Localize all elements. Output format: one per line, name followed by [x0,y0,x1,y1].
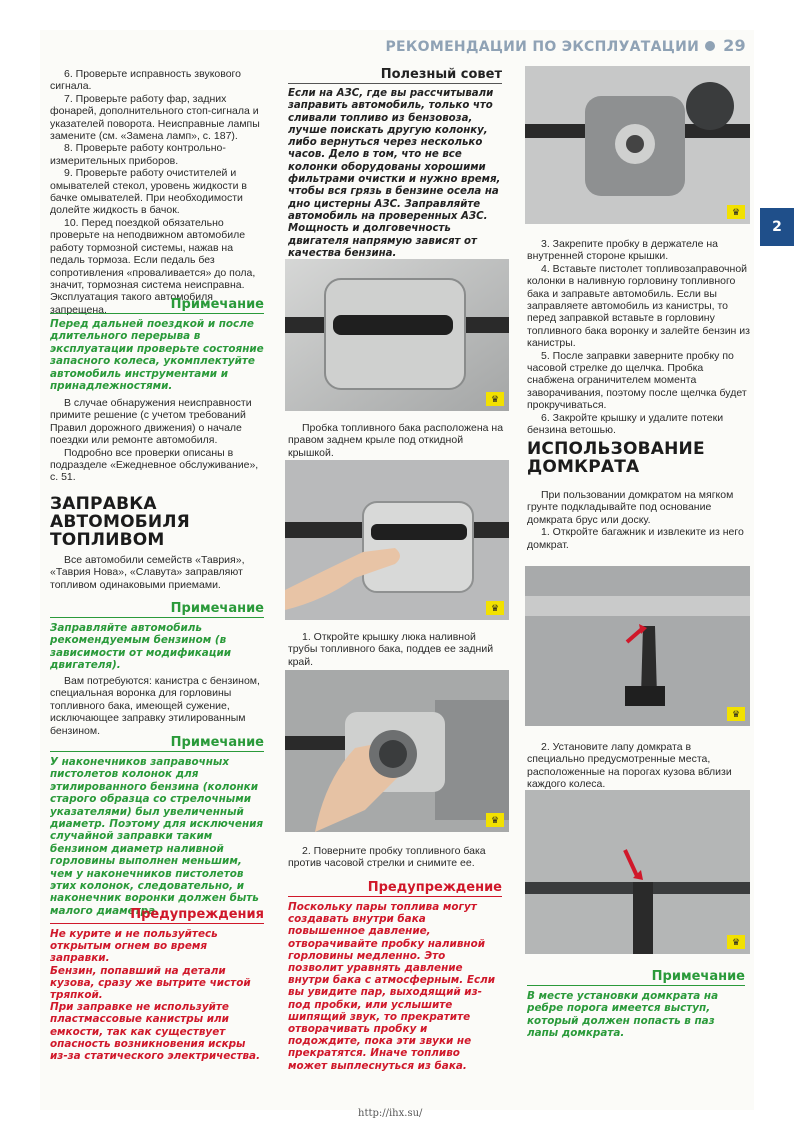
photo-open-flap [285,460,509,620]
note-jack-ledge [527,969,745,1040]
page-number: 29 [723,36,746,55]
running-header [385,36,746,55]
note-nozzle-diameter [50,735,264,917]
list-item: 7. Проверьте работу фар, задних фонарей, дополнительного стоп-сигнала и указателей поворота. Неисправные лампы замените (см. «Замена ламп», с. 187). [50,92,260,143]
text-block [527,741,751,791]
caption [288,422,508,459]
photo-open-filler [525,66,750,224]
paragraph: 1. Откройте багажник и извлеките из него домкрат. [527,526,744,551]
photo-jack-on-sill [525,790,750,954]
list-item: 8. Проверьте работу контрольно-измерительных приборов. [50,142,226,167]
caption-text: 1. Откройте крышку люка наливной трубы топливного бака, поддев ее задний край. [288,631,494,668]
paragraph: Вам потребуются: канистра с бензином, специальная воронка для горловины топливного бака, имеющей сужение, исключающее заправку этилированным бензином. [50,675,260,737]
caption-text: Пробка топливного бака расположена на правом заднем крыле под откидной крышкой. [288,422,504,459]
section-title-refuel: ЗАПРАВКА АВТОМОБИЛЯ ТОПЛИВОМ [50,494,190,550]
note-heading: Примечание [50,601,264,618]
list-item: 6. Закройте крышку и удалите потеки бензина ветошью. [527,411,724,437]
tip-heading: Полезный совет [288,67,502,84]
steps [527,238,751,437]
section-title-jack: ИСПОЛЬЗОВАНИЕ ДОМКРАТА [527,439,705,477]
note-text: Заправляйте автомобиль рекомендуемым бензином (в зависимости от модификации двигателя). [50,622,232,672]
caption [288,631,508,668]
text-block [527,489,751,551]
warning-line: При заправке не используйте пластмассовые канистры или емкости, так как существует опасность возникновения искры из-за статического электричества. [50,1001,261,1063]
warning-heading: Предупреждение [288,880,502,897]
paragraph: В случае обнаружения неисправности примите решение (с учетом требований Правил дорожного движения) о начале поездки или ремонте автомобиля. [50,397,252,447]
note-text: В месте установки домкрата на ребре порога имеется выступ, который должен попасть в паз лапы домкрата. [527,990,719,1040]
source-url: http://ihx.su/ [358,1108,423,1119]
warning-heading: Предупреждения [50,907,264,924]
caption [288,845,508,870]
list-item: 4. Вставьте пистолет топливозаправочной колонки в наливную горловину топливного бака и заправьте автомобиль. Если вы заправляете автомобиль из канистры, то перед заправкой вставьте в горловину топливного бака воронку и залейте бензин из канистры. [527,262,750,350]
tip-text: Если на АЗС, где вы рассчитывали заправить автомобиль, только что сливали топливо из бензовоза, лучше поискать другую колонку, либо вернуться через несколько часов. Дело в том, что не все колонки оборудованы хорошими фильтрами очистки и нужно время, чтобы вся грязь в бензине осела на дно цистерны АЗС. Заправляйте автомобиль на проверенных АЗС. Мощность и долговечность двигателя напрямую зависят от качества бензина. [288,88,501,259]
warning-pressure [288,880,502,1072]
section-header-title: РЕКОМЕНДАЦИИ ПО ЭКСПЛУАТАЦИИ [385,39,700,55]
text-block [50,554,266,591]
warning-line: Не курите и не пользуйтесь открытым огнем во время заправки. [50,928,218,965]
camera-badge-icon: ♛ [486,392,504,406]
warning-line: Бензин, попавший на детали кузова, сразу же вытрите чистой тряпкой. [50,964,251,1002]
list-item: 10. Перед поездкой обязательно проверьте на неподвижном автомобиле работу тормозной системы, нажав на педаль тормоза. Если педаль без сопротивления «проваливается» до пола, значит, тормозная система неисправна. Эксплуатация такого автомобиля запрещена. [50,216,256,316]
note-heading: Примечание [50,735,264,752]
camera-badge-icon: ♛ [727,707,745,721]
caption-text: 2. Поверните пробку топливного бака против часовой стрелки и снимите ее. [288,845,486,870]
note-text: У наконечников заправочных пистолетов колонок для этилированного бензина (колонки старого образца со стрелочными указателями) был увеличенный диаметр. Поэтому для исключения случайной заправки таким бензином диаметр наливной горловины выполнен меньшим, чем у наконечников пистолетов этих колонок, следовательно, и наконечник воронки должен быть малого диаметра. [50,756,264,917]
note-heading: Примечание [50,297,264,314]
note-fuel-grade [50,601,264,672]
text-block [50,675,266,737]
photo-jack-in-trunk [525,566,750,726]
tip-box [288,67,502,260]
list-item: 6. Проверьте исправность звукового сигнала. [50,68,241,93]
text-block [50,397,266,484]
paragraph: Подробно все проверки описаны в подразделе «Ежедневное обслуживание», с. 51. [50,446,259,484]
camera-badge-icon: ♛ [727,935,745,949]
warning-refuel [50,907,264,1062]
note-text: Перед дальней поездкой и после длительного перерыва в эксплуатации проверьте состояние запасного колеса, укомплектуйте автомобиль инструментами и принадлежностями. [50,318,264,393]
photo-remove-cap [285,670,509,832]
paragraph: Все автомобили семейств «Таврия», «Таврия Нова», «Славута» заправляют топливом одинаковыми приемами. [50,554,245,591]
camera-badge-icon: ♛ [486,813,504,827]
note-heading: Примечание [527,969,745,986]
paragraph: При пользовании домкратом на мягком грунте подкладывайте под основание домкрата брус или доску. [527,489,734,526]
chapter-tab: 2 [760,208,794,246]
note-spare-wheel [50,297,264,392]
paragraph: 2. Установите лапу домкрата в специально предусмотренные места, расположенные на порогах кузова вблизи каждого колеса. [527,741,732,791]
warning-text: Поскольку пары топлива могут создавать внутри бака повышенное давление, отворачивайте пробку наливной горловины медленно. Это позволит уравнять давление внутри бака с атмосферным. Если вы увидите пар, выходящий из-под пробки, или услышите шипящий звук, то прекратите отворачивать пробку и подождите, пока эти звуки не прекратятся. Иначе топливо может выплеснуться из бака. [288,901,496,1072]
bullet-dot-icon [705,41,715,51]
camera-badge-icon: ♛ [486,601,504,615]
photo-fuel-flap-closed [285,259,509,411]
list-item: 9. Проверьте работу очистителей и омывателей стекол, уровень жидкости в бачке омывателей. При необходимости долейте жидкость в бачок. [50,167,247,217]
list-item: 5. После заправки заверните пробку по часовой стрелке до щелчка. Пробка снабжена ограничителем момента заворачивания, поэтому после щелчка будет прокручиваться. [527,349,747,412]
list-item: 3. Закрепите пробку в держателе на внутренней стороне крышки. [527,238,719,263]
checklist [50,68,266,316]
camera-badge-icon: ♛ [727,205,745,219]
